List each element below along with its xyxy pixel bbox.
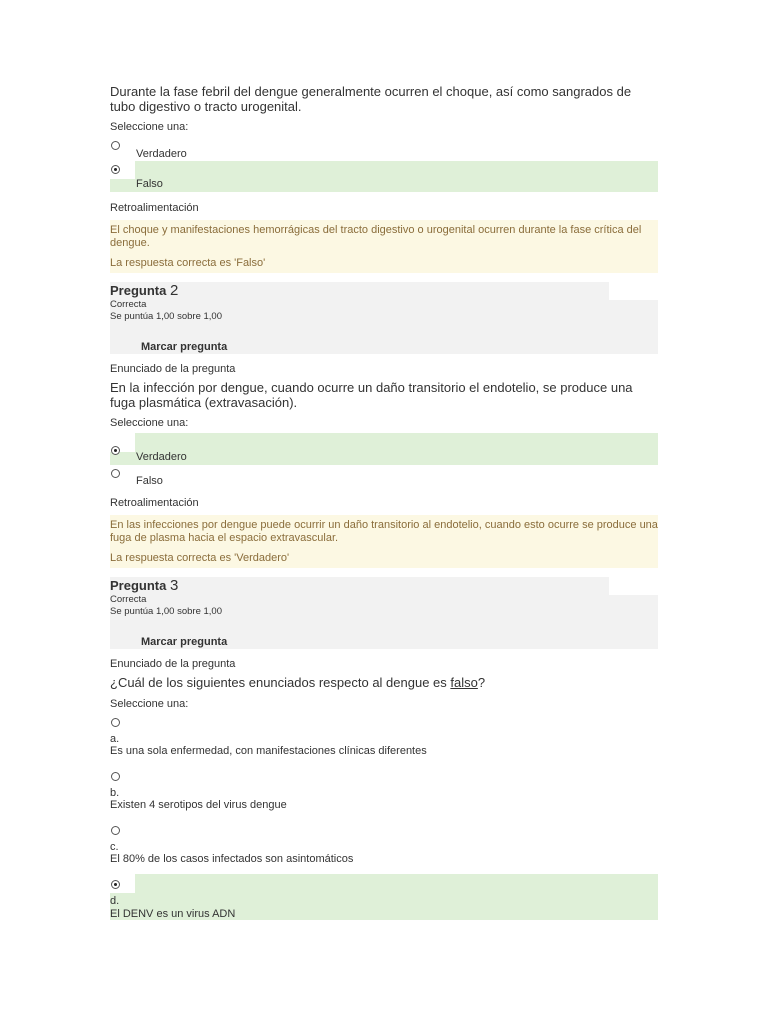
answer-option-verdadero[interactable] [110, 433, 658, 465]
question-state: Correcta [110, 299, 147, 310]
flag-question-link[interactable]: Marcar pregunta [141, 341, 228, 353]
question-text: Durante la fase febril del dengue generalmente ocurren el choque, así como sangrados de tubo digestivo o tracto urogenital. [110, 84, 632, 114]
feedback-title: Retroalimentación [110, 491, 658, 515]
select-one-prompt: Seleccione una: [110, 698, 189, 710]
question-statement-heading: Enunciado de la pregunta [110, 363, 236, 375]
question-number-value: 3 [169, 577, 179, 594]
question-text: En la infección por dengue, cuando ocurre un daño transitorio el endotelio, se produce una fuga plasmática (extravasación). [110, 380, 633, 410]
answer-option-d[interactable] [110, 874, 658, 920]
radio-unchecked-icon[interactable] [111, 141, 120, 150]
radio-unchecked-icon[interactable] [111, 826, 120, 835]
question-text-end: ? [477, 675, 486, 690]
question-header [110, 282, 658, 300]
answer-label: El DENV es un virus ADN [110, 908, 236, 920]
feedback-panel [110, 192, 658, 273]
answer-label: Falso [136, 475, 163, 487]
answer-letter: a. [110, 733, 120, 745]
question-state: Correcta [110, 594, 147, 605]
answer-label: Verdadero [136, 451, 187, 463]
answer-letter: d. [110, 895, 120, 907]
question-header-bar [110, 282, 609, 300]
question-header [110, 577, 658, 595]
question-text-part: ¿Cuál de los siguientes enunciados respecto al dengue es [110, 675, 451, 690]
question-3 [110, 577, 658, 920]
question-label: Pregunta [110, 578, 167, 593]
question-info [110, 595, 658, 649]
correct-answer-text: La respuesta correcta es 'Falso' [110, 257, 266, 269]
correct-answer-text: La respuesta correcta es 'Verdadero' [110, 552, 290, 564]
question-1 [110, 84, 658, 273]
question-number [110, 577, 178, 594]
answer-option-b[interactable] [110, 766, 658, 820]
radio-unchecked-icon[interactable] [111, 772, 120, 781]
answer-option-verdadero[interactable] [110, 137, 658, 161]
answer-option-falso[interactable] [110, 161, 658, 192]
answer-letter: b. [110, 787, 120, 799]
feedback-title: Retroalimentación [110, 192, 658, 220]
feedback-body: El choque y manifestaciones hemorrágicas del tracto digestivo o urogenital ocurren durante la fase crítica del dengue. [110, 224, 642, 249]
radio-unchecked-icon[interactable] [111, 718, 120, 727]
question-number-value: 2 [169, 282, 179, 299]
question-grade: Se puntúa 1,00 sobre 1,00 [110, 311, 222, 322]
radio-checked-icon[interactable] [111, 446, 120, 455]
flag-question-link[interactable]: Marcar pregunta [141, 636, 228, 648]
radio-checked-icon[interactable] [111, 165, 120, 174]
answer-option-a[interactable] [110, 712, 658, 766]
radio-checked-icon[interactable] [111, 880, 120, 889]
answer-label: Verdadero [136, 148, 187, 160]
answer-label: Es una sola enfermedad, con manifestaciones clínicas diferentes [110, 745, 427, 757]
question-statement-heading: Enunciado de la pregunta [110, 658, 236, 670]
feedback-panel [110, 491, 658, 568]
question-grade: Se puntúa 1,00 sobre 1,00 [110, 606, 222, 617]
answer-label: El 80% de los casos infectados son asintomáticos [110, 853, 354, 865]
question-info [110, 300, 658, 354]
answer-option-falso[interactable] [110, 465, 658, 489]
answer-letter: c. [110, 841, 119, 853]
question-header-bar [110, 577, 609, 595]
question-text-emphasis: falso [450, 675, 478, 690]
question-label: Pregunta [110, 283, 167, 298]
radio-unchecked-icon[interactable] [111, 469, 120, 478]
question-text [110, 675, 658, 690]
quiz-review-page [110, 84, 658, 920]
answer-label: Falso [136, 178, 163, 190]
answer-label: Existen 4 serotipos del virus dengue [110, 799, 287, 811]
select-one-prompt: Seleccione una: [110, 121, 189, 133]
question-2 [110, 282, 658, 568]
answer-option-c[interactable] [110, 820, 658, 874]
question-number [110, 282, 178, 299]
select-one-prompt: Seleccione una: [110, 417, 189, 429]
feedback-body: En las infecciones por dengue puede ocurrir un daño transitorio al endotelio, cuando esto ocurre se produce una fuga de plasma hacia el espacio extravascular. [110, 519, 658, 544]
